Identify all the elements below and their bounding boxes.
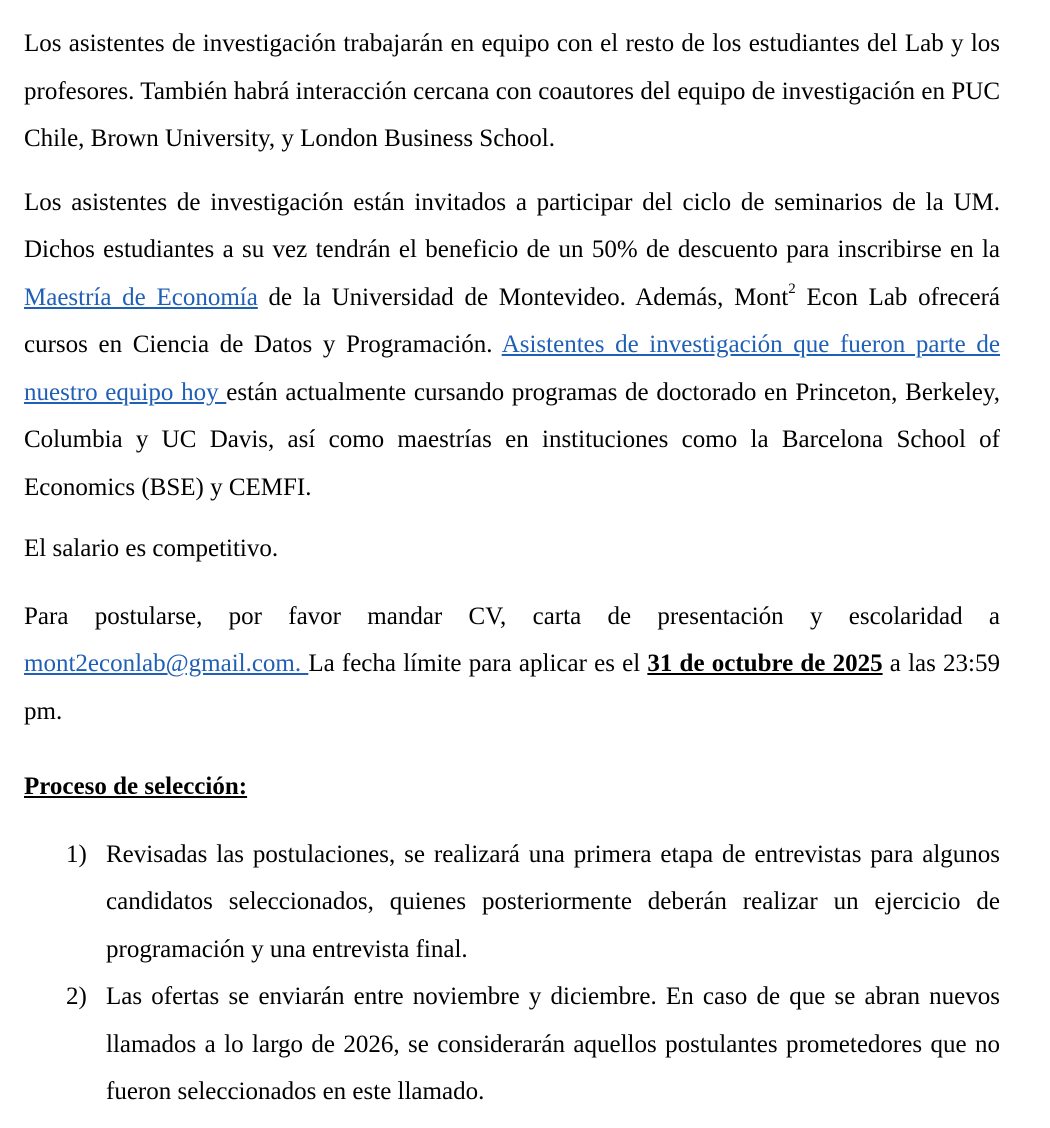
list-item-text: Revisadas las postulaciones, se realizará una primera etapa de entrevistas para algunos candidatos seleccionados, quienes posteriormente deberán realizar un ejercicio de programación y una entrevista final. xyxy=(106,840,1000,963)
selection-steps-list xyxy=(24,831,1000,1116)
deadline-date: 31 de octubre de 2025 xyxy=(647,650,883,677)
benefits-text-2: de la Universidad de Montevideo. Además, Mont xyxy=(257,283,789,311)
benefits-text-4: están actualmente cursando programas de doctorado en Princeton, Berkeley, Columbia y UC Davis, así como maestrías en instituciones como la Barcelona School of Economics (BSE) y CEMFI. xyxy=(24,378,1000,501)
former-assistants-link[interactable]: Asistentes de investigación que fueron parte de nuestro equipo hoy xyxy=(24,331,1000,406)
benefits-text-3: Econ Lab ofrecerá cursos en Ciencia de Datos y Programación. xyxy=(24,283,1000,358)
selection-process-heading: Proceso de selección: xyxy=(24,773,248,800)
email-link[interactable]: mont2econlab@gmail.com. xyxy=(24,650,309,677)
superscript-two: 2 xyxy=(788,281,796,298)
list-item-number: 2) xyxy=(66,983,87,1010)
paragraph-team: Los asistentes de investigación trabajarán en equipo con el resto de los estudiantes del Lab y los profesores. También habrá interacción cercana con coautores del equipo de investigación en PUC Chile, Brown University, y London Business School. xyxy=(24,30,1000,152)
benefits-text-1: Los asistentes de investigación están invitados a participar del ciclo de seminarios de la UM. Dichos estudiantes a su vez tendrán el beneficio de un 50% de descuento para inscribirse en la xyxy=(24,188,1000,263)
apply-text-1: Para postularse, por favor mandar CV, carta de presentación y escolaridad a xyxy=(24,602,1000,630)
apply-text-3: a las 23:59 pm. xyxy=(24,650,1000,725)
maestria-link[interactable]: Maestría de Economía xyxy=(24,283,258,311)
list-item xyxy=(24,973,1000,1116)
apply-text-2: La fecha límite para aplicar es el xyxy=(308,650,648,677)
paragraph-benefits xyxy=(24,179,1000,512)
list-item-text: Las ofertas se enviarán entre noviembre y diciembre. En caso de que se abran nuevos llamados a lo largo de 2026, se considerarán aquellos postulantes prometedores que no fueron seleccionados en este llamado. xyxy=(106,983,1000,1105)
list-item-number: 1) xyxy=(66,840,87,868)
paragraph-apply xyxy=(24,593,1000,736)
document-page xyxy=(24,20,1000,1116)
paragraph-salary: El salario es competitivo. xyxy=(24,535,279,562)
list-item xyxy=(24,831,1000,974)
